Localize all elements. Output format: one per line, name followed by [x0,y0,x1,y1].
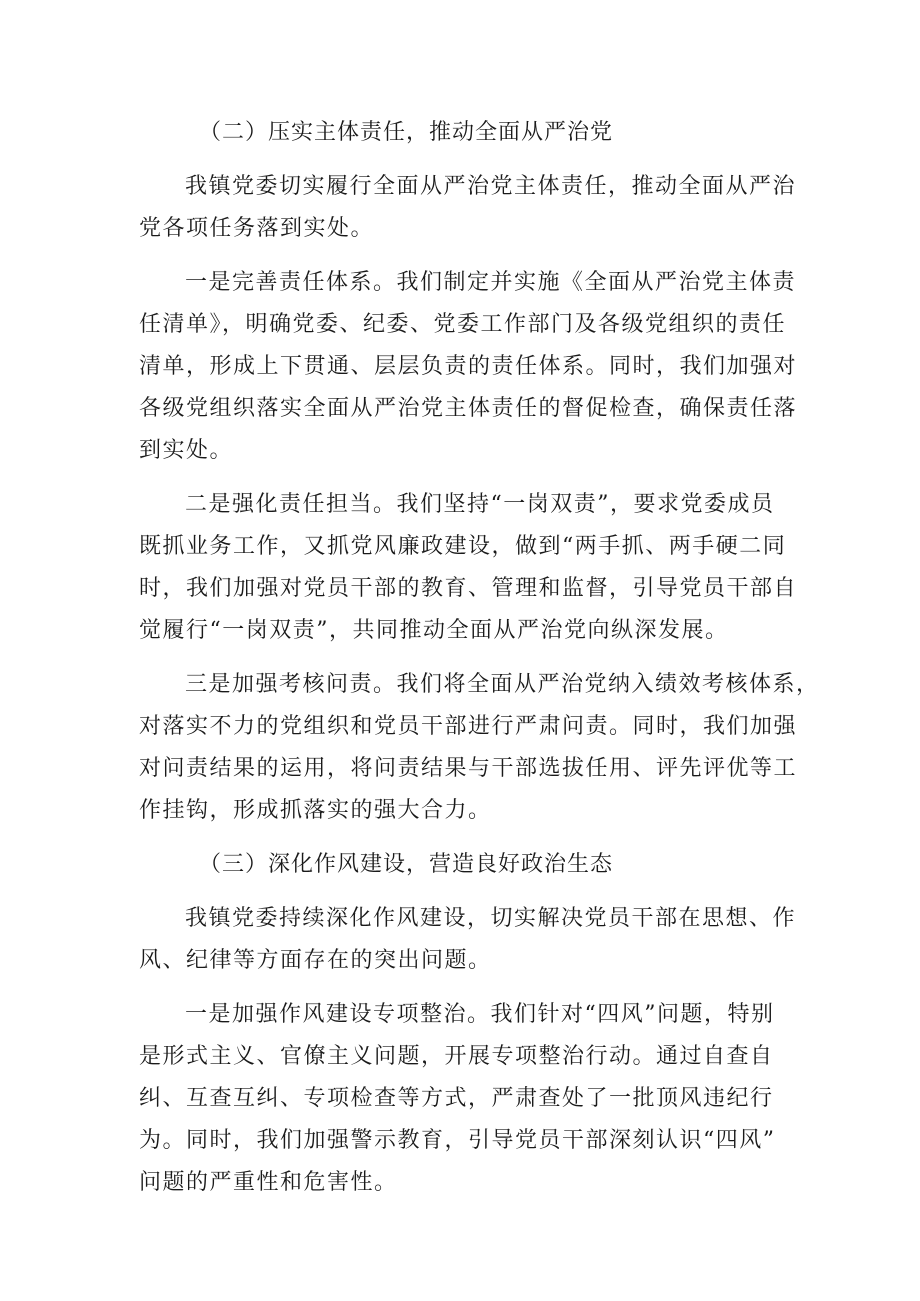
paragraph-line: 到实处。 [139,438,234,463]
paragraph-assessment-accountability [139,664,820,832]
paragraph-line: 我镇党委持续深化作风建设，切实解决党员干部在思想、作 [185,906,797,931]
paragraph-line: 各级党组织落实全面从严治党主体责任的督促检查，确保责任落 [139,396,798,421]
paragraph-line: 风、纪律等方面存在的突出问题。 [139,948,492,973]
paragraph-line: 任清单》，明确党委、纪委、党委工作部门及各级党组织的责任 [139,312,787,337]
paragraph-line: 问题的严重性和危害性。 [139,1170,398,1195]
heading-text: （二）压实主体责任，推动全面从严治党 [199,120,614,145]
paragraph-line: 既抓业务工作，又抓党风廉政建设，做到“两手抓、两手硬二同 [139,534,787,559]
paragraph-line: 时，我们加强对党员干部的教育、管理和监督，引导党员干部自 [139,576,798,601]
paragraph-line: 为。同时，我们加强警示教育，引导党员干部深刻认识“四风” [139,1128,776,1153]
paragraph-responsibility-system [139,262,798,472]
paragraph-line: 一是加强作风建设专项整治。我们针对“四风”问题，特别 [185,1002,775,1027]
paragraph-line: 党各项任务落到实处。 [139,216,375,241]
paragraph-line: 对问责结果的运用，将问责结果与干部选拔任用、评先评优等工 [139,756,798,781]
paragraph-line: 纠、互查互纠、专项检查等方式，严肃查处了一批顶风违纪行 [139,1086,774,1111]
section-heading-2 [139,112,795,154]
paragraph-line: 三是加强考核问责。我们将全面从严治党纳入绩效考核体系， [185,672,820,697]
paragraph-intro-2 [139,166,795,250]
paragraph-style-rectification [139,994,795,1204]
paragraph-line: 二是强化责任担当。我们坚持“一岗双责”，要求党委成员 [185,492,775,517]
paragraph-line: 对落实不力的党组织和党员干部进行严肃问责。同时，我们加强 [139,714,798,739]
document-body [139,112,820,1204]
paragraph-line: 一是完善责任体系。我们制定并实施《全面从严治党主体责 [185,270,797,295]
paragraph-responsibility-commitment [139,484,798,652]
heading-text: （三）深化作风建设，营造良好政治生态 [199,852,614,877]
paragraph-line: 清单，形成上下贯通、层层负责的责任体系。同时，我们加强对 [139,354,798,379]
paragraph-intro-3 [139,898,795,982]
paragraph-line: 作挂钩，形成抓落实的强大合力。 [139,798,492,823]
paragraph-line: 是形式主义、官僚主义问题，开展专项整治行动。通过自查自 [139,1044,774,1069]
section-heading-3 [139,844,795,886]
paragraph-line: 我镇党委切实履行全面从严治党主体责任，推动全面从严治 [185,174,797,199]
paragraph-line: 觉履行“一岗双责”，共同推动全面从严治党向纵深发展。 [139,618,729,643]
